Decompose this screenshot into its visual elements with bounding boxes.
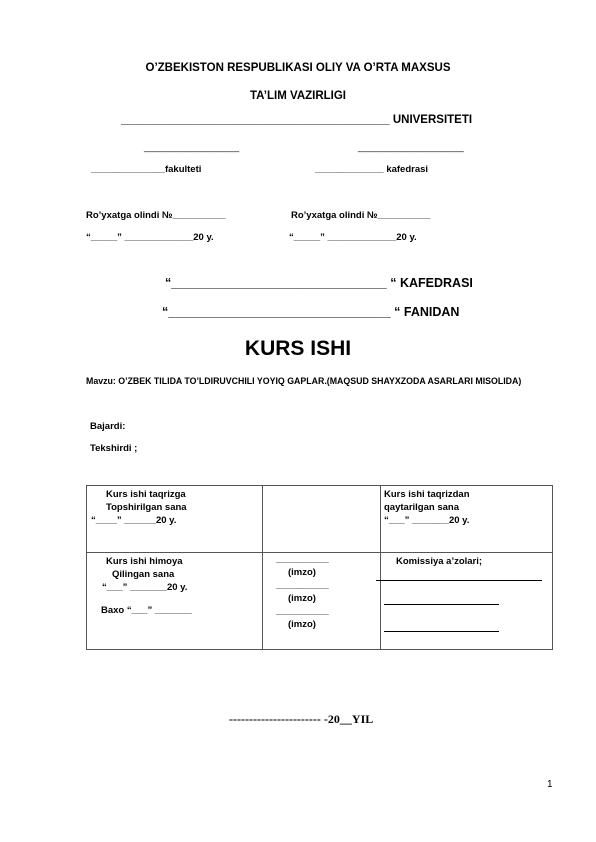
commission-cell [381, 553, 553, 650]
faculty-line [91, 164, 201, 175]
ministry-line-2: TA’LIM VAZIRLIGI [249, 90, 347, 102]
document-title: KURS ISHI [244, 337, 352, 360]
commission-label: Komissiya a’zolari; [396, 556, 483, 567]
signature-label-3: (imzo) [288, 619, 316, 630]
signature-label-2: (imzo) [288, 593, 316, 604]
signatures-cell [263, 553, 381, 650]
return-cell [381, 486, 553, 553]
signature-label-1: (imzo) [288, 567, 316, 578]
topic-line: Mavzu: O’ZBEK TILIDA TO’LDIRUVCHILI YOYIQ GAPLAR.(MAQSUD SHAYXZODA ASARLARI MISOLIDA) [86, 376, 522, 386]
faculty-label: fakulteti [164, 164, 202, 175]
commission-line-1 [376, 580, 542, 581]
signature-blank-3: __________ [276, 606, 329, 617]
submission-date: “____” ______20 y. [91, 515, 177, 526]
kafedrasi-line: “_______________________________ “ KAFEDRASI [165, 276, 473, 290]
defense-line-1: Kurs ishi himoya [106, 556, 183, 567]
registration-right-date: “_____” _____________20 y. [289, 232, 417, 243]
registration-right-number: Ro’yxatga olindi №__________ [291, 210, 431, 221]
registration-left-number: Ro’yxatga olindi №__________ [86, 210, 226, 221]
review-table [86, 485, 553, 650]
blank-left: __________________ [144, 142, 240, 153]
signature-blank-2: __________ [276, 580, 329, 591]
kafedra-blank: _____________ [315, 164, 384, 175]
bajardi-label: Bajardi: [90, 421, 126, 432]
grade-line: Baxo “___” _______ [101, 605, 192, 616]
defense-cell [87, 553, 263, 650]
defense-date: “___” _______20 y. [102, 582, 188, 593]
university-blank: __________________________________________ [121, 114, 390, 126]
submission-cell [87, 486, 263, 553]
submission-line-1: Kurs ishi taqrizga [106, 489, 186, 500]
return-line-2: qaytarilgan sana [384, 502, 459, 513]
return-line-1: Kurs ishi taqrizdan [384, 489, 470, 500]
commission-line-3 [384, 631, 499, 632]
kafedra-label: kafedrasi [386, 164, 429, 175]
year-line: ----------------------- -20__YIL [229, 712, 374, 726]
tekshirdi-label: Tekshirdi ; [90, 443, 138, 454]
commission-line-2 [384, 604, 499, 605]
ministry-line-1: O’ZBEKISTON RESPUBLIKASI OLIY VA O’RTA MAXSUS [145, 62, 451, 74]
university-label: UNIVERSITETI [392, 114, 473, 126]
defense-line-2: Qilingan sana [112, 569, 175, 580]
page-number: 1 [547, 779, 553, 790]
blank-right: ____________________ [358, 142, 464, 153]
submission-line-2: Topshirilgan sana [106, 502, 187, 513]
faculty-blank: ______________ [91, 164, 165, 175]
fanidan-line: “________________________________ “ FANIDAN [162, 305, 460, 319]
empty-cell [263, 486, 381, 553]
signature-blank-1: __________ [276, 554, 329, 565]
university-line [121, 114, 472, 126]
kafedra-line [315, 164, 428, 175]
return-date: “___” _______20 y. [384, 515, 470, 526]
registration-left-date: “_____” _____________20 y. [86, 232, 214, 243]
